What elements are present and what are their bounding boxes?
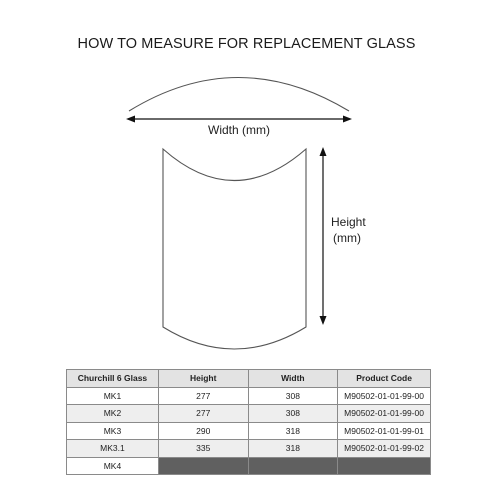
height-unit-label: (mm) xyxy=(333,231,361,245)
table-header-row xyxy=(67,370,431,388)
header-product-code: Product Code xyxy=(338,370,431,388)
cell-product-code: M90502-01-01-99-02 xyxy=(338,440,431,458)
glass-panel-outline xyxy=(163,149,306,349)
height-arrow xyxy=(320,147,327,325)
cell-product-code: M90502-01-01-99-00 xyxy=(338,405,431,423)
cell-width: 308 xyxy=(248,387,338,405)
height-label: Height xyxy=(331,215,366,229)
table-row xyxy=(67,405,431,423)
table-row xyxy=(67,440,431,458)
cell-product-code: M90502-01-01-99-01 xyxy=(338,422,431,440)
cell-height: 290 xyxy=(158,422,248,440)
cell-width: 308 xyxy=(248,405,338,423)
cell-model: MK4 xyxy=(67,457,159,475)
cell-model: MK1 xyxy=(67,387,159,405)
glass-spec-table xyxy=(66,369,431,475)
table-row xyxy=(67,422,431,440)
width-arrow xyxy=(126,116,352,123)
cell-width-unavailable xyxy=(248,457,338,475)
glass-top-arc xyxy=(129,78,349,112)
cell-height: 335 xyxy=(158,440,248,458)
cell-height: 277 xyxy=(158,405,248,423)
cell-product-code-unavailable xyxy=(338,457,431,475)
cell-model: MK2 xyxy=(67,405,159,423)
table-row xyxy=(67,457,431,475)
cell-width: 318 xyxy=(248,422,338,440)
cell-width: 318 xyxy=(248,440,338,458)
cell-height-unavailable xyxy=(158,457,248,475)
table-row xyxy=(67,387,431,405)
cell-height: 277 xyxy=(158,387,248,405)
cell-model: MK3.1 xyxy=(67,440,159,458)
cell-model: MK3 xyxy=(67,422,159,440)
header-glass: Churchill 6 Glass xyxy=(67,370,159,388)
width-label: Width (mm) xyxy=(208,123,270,137)
cell-product-code: M90502-01-01-99-00 xyxy=(338,387,431,405)
page-title: HOW TO MEASURE FOR REPLACEMENT GLASS xyxy=(77,36,416,52)
header-height: Height xyxy=(158,370,248,388)
header-width: Width xyxy=(248,370,338,388)
